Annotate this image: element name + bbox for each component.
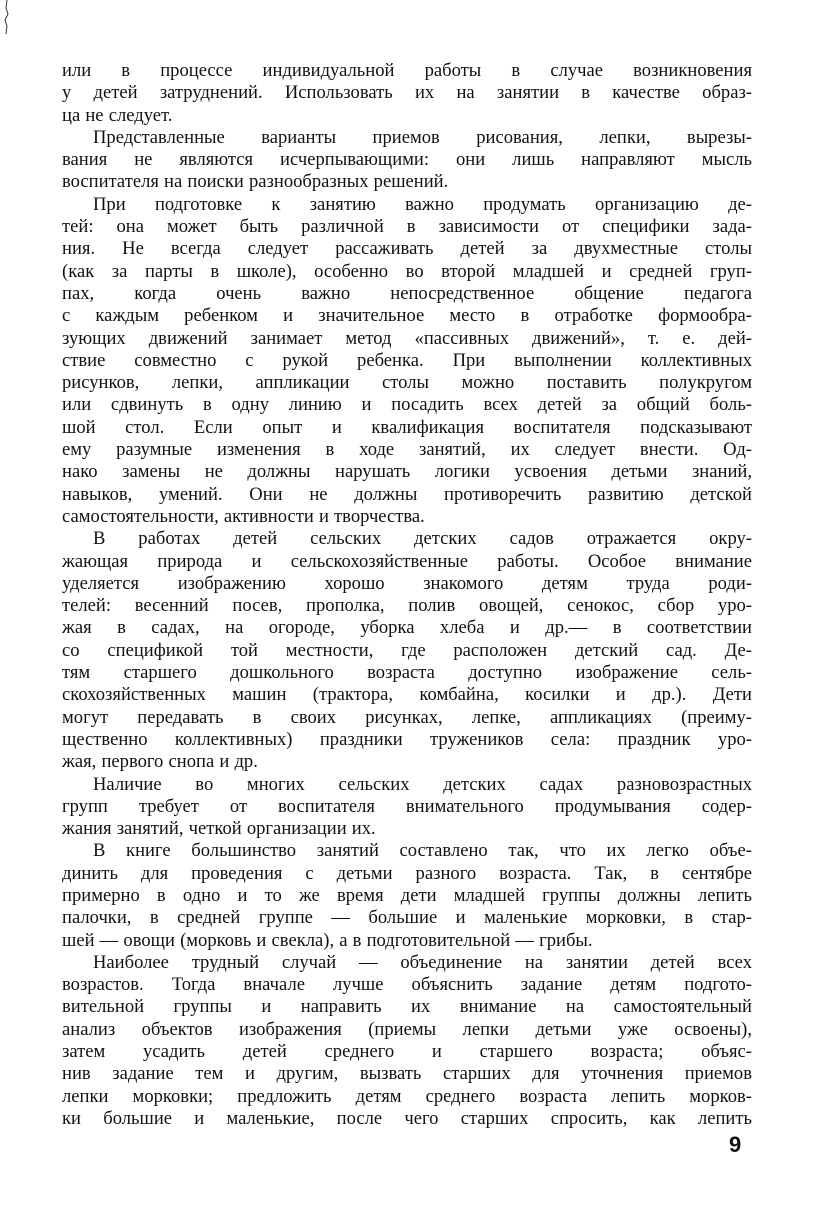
text-line: тей: она может быть различной в зависимости от специфики зада- — [62, 216, 752, 238]
text-line: ния. Не всегда следует рассаживать детей за двухместные столы — [62, 238, 752, 260]
text-line: рисунков, лепки, аппликации столы можно поставить полукругом — [62, 372, 752, 394]
text-line: или сдвинуть в одну линию и посадить всех детей за общий боль- — [62, 394, 752, 416]
text-line: воспитателя на поиски разнообразных решений. — [62, 171, 449, 193]
text-line: ки большие и маленькие, после чего старших спросить, как лепить — [62, 1107, 752, 1129]
paragraph — [62, 952, 752, 1130]
text-line: жающая природа и сельскохозяйственные работы. Особое внимание — [62, 550, 752, 572]
text-line: ца не следует. — [62, 104, 173, 126]
paragraph — [62, 774, 752, 841]
text-line: примерно в одно и то же время дети младшей группы должны лепить — [62, 884, 752, 906]
text-line: нако замены не должны нарушать логики усвоения детьми знаний, — [62, 461, 752, 483]
paragraph — [62, 528, 752, 773]
text-line: жания занятий, четкой организации их. — [62, 818, 376, 840]
text-line: самостоятельности, активности и творчества. — [62, 505, 425, 527]
page-body — [62, 60, 752, 1130]
text-line: В работах детей сельских детских садов отражается окру- — [93, 528, 752, 550]
text-line: со спецификой той местности, где расположен детский сад. Де- — [62, 639, 752, 661]
text-line: затем усадить детей среднего и старшего возраста; объяс- — [62, 1041, 752, 1063]
page-number: 9 — [729, 1132, 742, 1157]
text-line: жая в садах, на огороде, уборка хлеба и др.— в соответствии — [62, 617, 752, 639]
text-line: телей: весенний посев, прополка, полив овощей, сенокос, сбор уро- — [62, 595, 752, 617]
text-line: тям старшего дошкольного возраста доступно изображение сель- — [62, 662, 752, 684]
text-line: Наличие во многих сельских детских садах разновозрастных — [93, 773, 752, 795]
text-line: анализ объектов изображения (приемы лепки детьми уже освоены), — [62, 1018, 752, 1040]
text-line: ствие совместно с рукой ребенка. При выполнении коллективных — [62, 349, 752, 371]
text-line: скохозяйственных машин (трактора, комбайна, косилки и др.). Дети — [62, 684, 752, 706]
text-line: навыков, умений. Они не должны противоречить развитию детской — [62, 483, 752, 505]
text-line: шой стол. Если опыт и квалификация воспитателя подсказывают — [62, 416, 752, 438]
text-line: (как за парты в школе), особенно во второй младшей и средней груп- — [62, 260, 752, 282]
text-line: групп требует от воспитателя внимательного продумывания содер- — [62, 795, 752, 817]
text-line: вания не являются исчерпывающими: они лишь направляют мысль — [62, 149, 752, 171]
scan-mark-decoration — [2, 0, 10, 36]
paragraph — [62, 840, 752, 951]
text-line: или в процессе индивидуальной работы в случае возникновения — [62, 60, 752, 81]
text-line: Наиболее трудный случай — объединение на занятии детей всех — [93, 951, 752, 973]
text-line: с каждым ребенком и значительное место в отработке формообра- — [62, 305, 752, 327]
text-line: уделяется изображению хорошо знакомого детям труда роди- — [62, 572, 752, 594]
text-line: При подготовке к занятию важно продумать организацию де- — [93, 193, 752, 215]
text-line: щественно коллективных) праздники тружеников села: праздник уро- — [62, 728, 752, 750]
text-line: динить для проведения с детьми разного возраста. Так, в сентябре — [62, 862, 752, 884]
text-line: Представленные варианты приемов рисования, лепки, вырезы- — [93, 126, 752, 148]
paragraph — [62, 194, 752, 528]
text-line: вительной группы и направить их внимание на самостоятельный — [62, 996, 752, 1018]
text-line: лепки морковки; предложить детям среднего возраста лепить морков- — [62, 1085, 752, 1107]
text-line: могут передавать в своих рисунках, лепке, аппликациях (преиму- — [62, 706, 752, 728]
text-line: палочки, в средней группе — большие и маленькие морковки, в стар- — [62, 907, 752, 929]
text-line: зующих движений занимает метод «пассивных движений», т. е. дей- — [62, 327, 752, 349]
text-line: шей — овощи (морковь и свекла), а в подготовительной — грибы. — [62, 929, 593, 951]
paragraph — [62, 60, 752, 127]
text-line: пах, когда очень важно непосредственное общение педагога — [62, 282, 752, 304]
text-line: возрастов. Тогда вначале лучше объяснить задание детям подгото- — [62, 974, 752, 996]
text-line: В книге большинство занятий составлено так, что их легко объе- — [93, 840, 752, 862]
text-line: у детей затруднений. Использовать их на занятии в качестве образ- — [62, 82, 752, 104]
paragraph — [62, 127, 752, 194]
text-line: ему разумные изменения в ходе занятий, их следует внести. Од- — [62, 439, 752, 461]
text-line: нив задание тем и другим, вызвать старших для уточнения приемов — [62, 1063, 752, 1085]
text-line: жая, первого снопа и др. — [62, 751, 258, 773]
